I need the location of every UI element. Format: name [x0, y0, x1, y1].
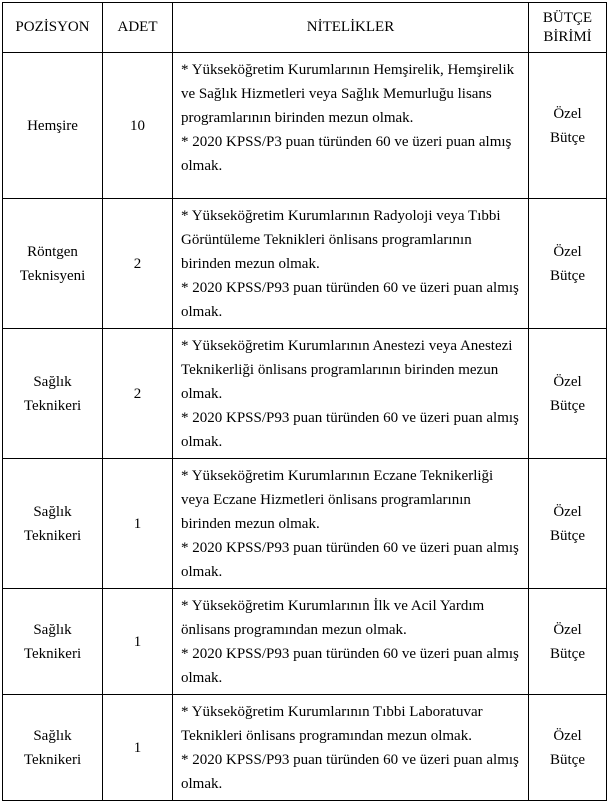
budget-unit-cell	[529, 53, 607, 199]
qualification-item: * 2020 KPSS/P3 puan türünden 60 ve üzeri puan almış olmak.	[181, 134, 512, 174]
header-budget-line1: BÜTÇE	[542, 9, 593, 26]
budget-unit-text: Bütçe	[550, 129, 585, 146]
document-page	[2, 2, 607, 801]
qualification-item: * Yükseköğretim Kurumlarının İlk ve Acil Yardım önlisans programından mezun olmak.	[181, 598, 485, 638]
position-text: Sağlık	[33, 373, 72, 390]
position-text: Sağlık	[33, 621, 72, 638]
position-cell	[3, 459, 103, 589]
qualification-item: * Yükseköğretim Kurumlarının Anestezi veya Anestezi Teknikerliği önlisans programlarının birinden mezun olmak.	[181, 338, 513, 402]
count-cell: 2	[103, 199, 173, 329]
qualification-item: * 2020 KPSS/P93 puan türünden 60 ve üzeri puan almış olmak.	[181, 752, 519, 792]
position-text: Röntgen	[27, 243, 78, 260]
qualifications-cell	[173, 329, 529, 459]
header-position: POZİSYON	[3, 3, 103, 53]
count-cell: 10	[103, 53, 173, 199]
position-text: Hemşire	[27, 117, 78, 134]
qualification-item: * 2020 KPSS/P93 puan türünden 60 ve üzeri puan almış olmak.	[181, 410, 519, 450]
qualification-item: * Yükseköğretim Kurumlarının Hemşirelik, Hemşirelik ve Sağlık Hizmetleri veya Sağlık Memurluğu lisans programlarının birinden mezun olmak.	[181, 62, 515, 126]
qualification-item: * Yükseköğretim Kurumlarının Tıbbi Laboratuvar Teknikleri önlisans programından mezun olmak.	[181, 704, 483, 744]
header-qualifications: NİTELİKLER	[173, 3, 529, 53]
position-text: Teknikeri	[23, 751, 82, 768]
count-cell: 1	[103, 589, 173, 695]
qualifications-cell	[173, 53, 529, 199]
budget-unit-text: Özel	[553, 105, 582, 122]
position-text: Teknikeri	[23, 645, 82, 662]
position-text: Sağlık	[33, 727, 72, 744]
position-cell	[3, 53, 103, 199]
table-body	[3, 53, 607, 801]
position-cell	[3, 589, 103, 695]
qualification-item: * 2020 KPSS/P93 puan türünden 60 ve üzeri puan almış olmak.	[181, 540, 519, 580]
budget-unit-text: Özel	[553, 727, 582, 744]
budget-unit-text: Bütçe	[550, 751, 585, 768]
budget-unit-cell	[529, 199, 607, 329]
budget-unit-text: Özel	[553, 243, 582, 260]
table-row	[3, 589, 607, 695]
job-positions-table	[2, 2, 607, 801]
position-text: Teknikeri	[23, 397, 82, 414]
budget-unit-text: Bütçe	[550, 527, 585, 544]
position-text: Teknikeri	[23, 527, 82, 544]
position-cell	[3, 199, 103, 329]
table-row	[3, 199, 607, 329]
position-text: Sağlık	[33, 503, 72, 520]
budget-unit-text: Özel	[553, 373, 582, 390]
qualifications-cell	[173, 589, 529, 695]
qualifications-cell	[173, 199, 529, 329]
count-cell: 2	[103, 329, 173, 459]
budget-unit-text: Bütçe	[550, 645, 585, 662]
header-count: ADET	[103, 3, 173, 53]
qualifications-cell	[173, 459, 529, 589]
header-budget-line2: BİRİMİ	[543, 28, 592, 45]
position-cell	[3, 329, 103, 459]
qualification-item: * Yükseköğretim Kurumlarının Eczane Teknikerliği veya Eczane Hizmetleri önlisans programlarının birinden mezun olmak.	[181, 468, 494, 532]
qualification-item: * 2020 KPSS/P93 puan türünden 60 ve üzeri puan almış olmak.	[181, 646, 519, 686]
budget-unit-text: Bütçe	[550, 397, 585, 414]
table-header-row	[3, 3, 607, 53]
table-row	[3, 459, 607, 589]
table-row	[3, 695, 607, 801]
budget-unit-cell	[529, 459, 607, 589]
budget-unit-cell	[529, 329, 607, 459]
qualification-item: * 2020 KPSS/P93 puan türünden 60 ve üzeri puan almış olmak.	[181, 280, 519, 320]
header-budget-unit	[529, 3, 607, 53]
budget-unit-cell	[529, 589, 607, 695]
budget-unit-text: Özel	[553, 503, 582, 520]
qualification-item: * Yükseköğretim Kurumlarının Radyoloji veya Tıbbi Görüntüleme Teknikleri önlisans programlarının birinden mezun olmak.	[181, 208, 501, 272]
budget-unit-cell	[529, 695, 607, 801]
budget-unit-text: Özel	[553, 621, 582, 638]
qualifications-cell	[173, 695, 529, 801]
count-cell: 1	[103, 459, 173, 589]
table-row	[3, 53, 607, 199]
budget-unit-text: Bütçe	[550, 267, 585, 284]
table-row	[3, 329, 607, 459]
position-cell	[3, 695, 103, 801]
position-text: Teknisyeni	[19, 267, 86, 284]
count-cell: 1	[103, 695, 173, 801]
